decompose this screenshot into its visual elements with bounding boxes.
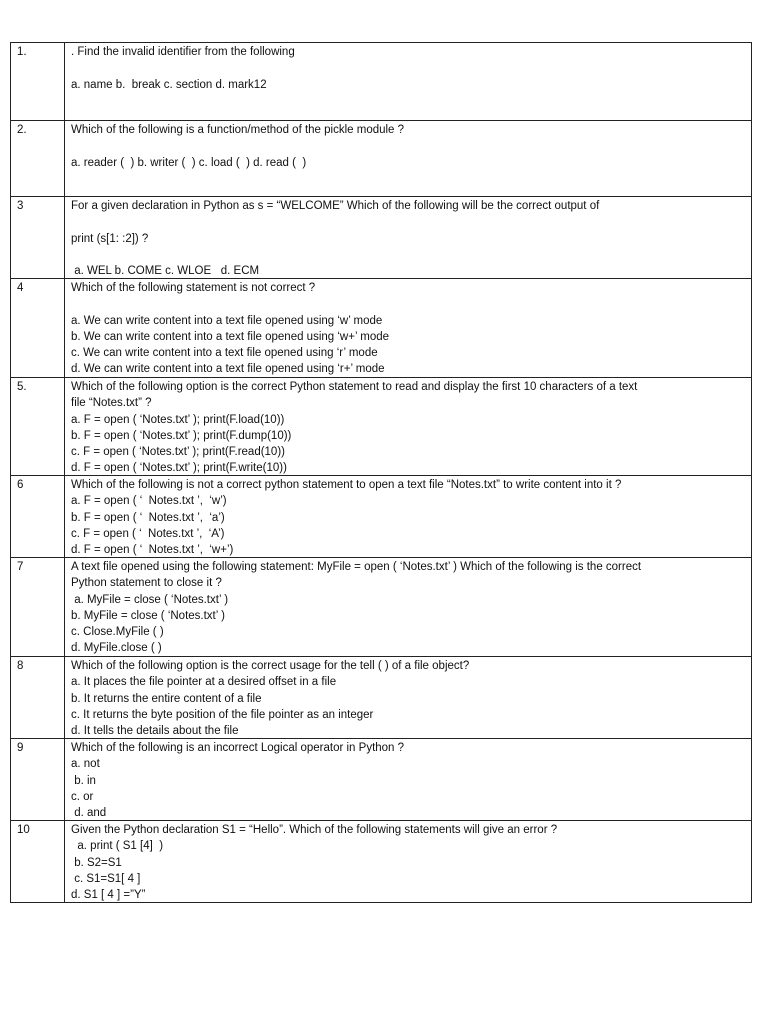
question-line: Given the Python declaration S1 = “Hello”. Which of the following statements will give an error ? [71, 824, 558, 836]
question-line: c. S1=S1[ 4 ] [71, 872, 141, 885]
question-line: b. MyFile = close ( ‘Notes.txt’ ) [71, 609, 225, 622]
question-table-body [11, 43, 752, 903]
question-line: c. F = open ( ‘ Notes.txt ’, ‘A’) [71, 527, 225, 540]
question-text [65, 279, 752, 378]
question-line: a. print ( S1 [4] ) [71, 840, 164, 853]
question-number: 10 [11, 821, 65, 903]
question-row-6 [11, 476, 752, 558]
question-line: a. not [71, 758, 100, 771]
question-line: d. MyFile.close ( ) [71, 642, 162, 655]
question-line: a. It places the file pointer at a desired offset in a file [71, 676, 337, 689]
question-row-1 [11, 43, 752, 121]
question-line: Which of the following option is the correct Python statement to read and display the first 10 characters of a text [71, 381, 638, 393]
question-line: d. F = open ( ‘Notes.txt’ ); print(F.write(10)) [71, 462, 287, 475]
question-line: b. in [71, 774, 96, 787]
question-text [65, 657, 752, 739]
question-line: b. S2=S1 [71, 856, 122, 869]
question-line: d. F = open ( ‘ Notes.txt ’, ‘w+’) [71, 544, 234, 557]
question-line: d. S1 [ 4 ] =”Y” [71, 889, 146, 902]
question-number: 5. [11, 378, 65, 476]
question-line: print (s[1: :2]) ? [71, 232, 149, 245]
question-line: A text file opened using the following statement: MyFile = open ( ‘Notes.txt’ ) Which of the following is the correct [71, 561, 642, 573]
question-number: 6 [11, 476, 65, 558]
question-line: a. F = open ( ‘ Notes.txt ’, ‘w’) [71, 495, 227, 508]
question-line: Python statement to close it ? [71, 577, 222, 590]
question-row-4 [11, 279, 752, 378]
question-row-8 [11, 657, 752, 739]
question-text [65, 739, 752, 821]
question-line: Which of the following option is the correct usage for the tell ( ) of a file object? [71, 660, 470, 672]
question-row-5 [11, 378, 752, 476]
question-line: b. We can write content into a text file opened using ‘w+’ mode [71, 330, 390, 343]
question-line: b. F = open ( ‘Notes.txt’ ); print(F.dump(10)) [71, 429, 292, 442]
question-line: Which of the following is an incorrect Logical operator in Python ? [71, 742, 405, 754]
question-line: d. We can write content into a text file opened using ‘r+’ mode [71, 363, 385, 376]
question-line: a. WEL b. COME c. WLOE d. ECM [71, 265, 260, 278]
question-line: b. It returns the entire content of a file [71, 692, 262, 705]
question-line [71, 60, 751, 76]
question-row-10 [11, 821, 752, 903]
question-text [65, 821, 752, 903]
question-line: c. F = open ( ‘Notes.txt’ ); print(F.read(10)) [71, 446, 285, 459]
question-line: a. We can write content into a text file opened using ‘w’ mode [71, 314, 383, 327]
question-line: . Find the invalid identifier from the following [71, 46, 295, 58]
question-row-9 [11, 739, 752, 821]
question-line: a. MyFile = close ( ‘Notes.txt’ ) [71, 593, 229, 606]
question-line: For a given declaration in Python as s = “WELCOME” Which of the following will be the correct output of [71, 200, 600, 212]
question-line [71, 214, 751, 230]
question-line: a. F = open ( ‘Notes.txt’ ); print(F.load(10)) [71, 413, 285, 426]
question-number: 8 [11, 657, 65, 739]
question-line: a. reader ( ) b. writer ( ) c. load ( ) d. read ( ) [71, 156, 307, 169]
question-row-3 [11, 197, 752, 279]
question-line: d. and [71, 807, 107, 820]
question-text [65, 476, 752, 558]
question-line: Which of the following statement is not correct ? [71, 282, 316, 294]
question-line: Which of the following is not a correct python statement to open a text file “Notes.txt” to write content into it ? [71, 479, 622, 491]
question-line: c. Close.MyFile ( ) [71, 626, 164, 639]
question-text [65, 43, 752, 121]
question-number: 4 [11, 279, 65, 378]
question-number: 2. [11, 121, 65, 197]
question-number: 3 [11, 197, 65, 279]
question-row-2 [11, 121, 752, 197]
question-line [71, 247, 751, 263]
question-line: b. F = open ( ‘ Notes.txt ’, ‘a’) [71, 511, 225, 524]
question-row-7 [11, 558, 752, 657]
question-line: c. We can write content into a text file opened using ‘r’ mode [71, 347, 378, 360]
question-number: 1. [11, 43, 65, 121]
question-line [71, 296, 751, 312]
question-text [65, 197, 752, 279]
question-line: file “Notes.txt” ? [71, 397, 152, 410]
question-text [65, 378, 752, 476]
question-line: d. It tells the details about the file [71, 725, 239, 738]
question-line: c. It returns the byte position of the file pointer as an integer [71, 708, 374, 721]
question-text [65, 558, 752, 657]
question-text [65, 121, 752, 197]
question-table [10, 42, 752, 903]
question-line: Which of the following is a function/method of the pickle module ? [71, 124, 405, 136]
question-line: c. or [71, 790, 94, 803]
question-number: 7 [11, 558, 65, 657]
question-number: 9 [11, 739, 65, 821]
question-line: a. name b. break c. section d. mark12 [71, 78, 267, 91]
question-line [71, 138, 751, 154]
